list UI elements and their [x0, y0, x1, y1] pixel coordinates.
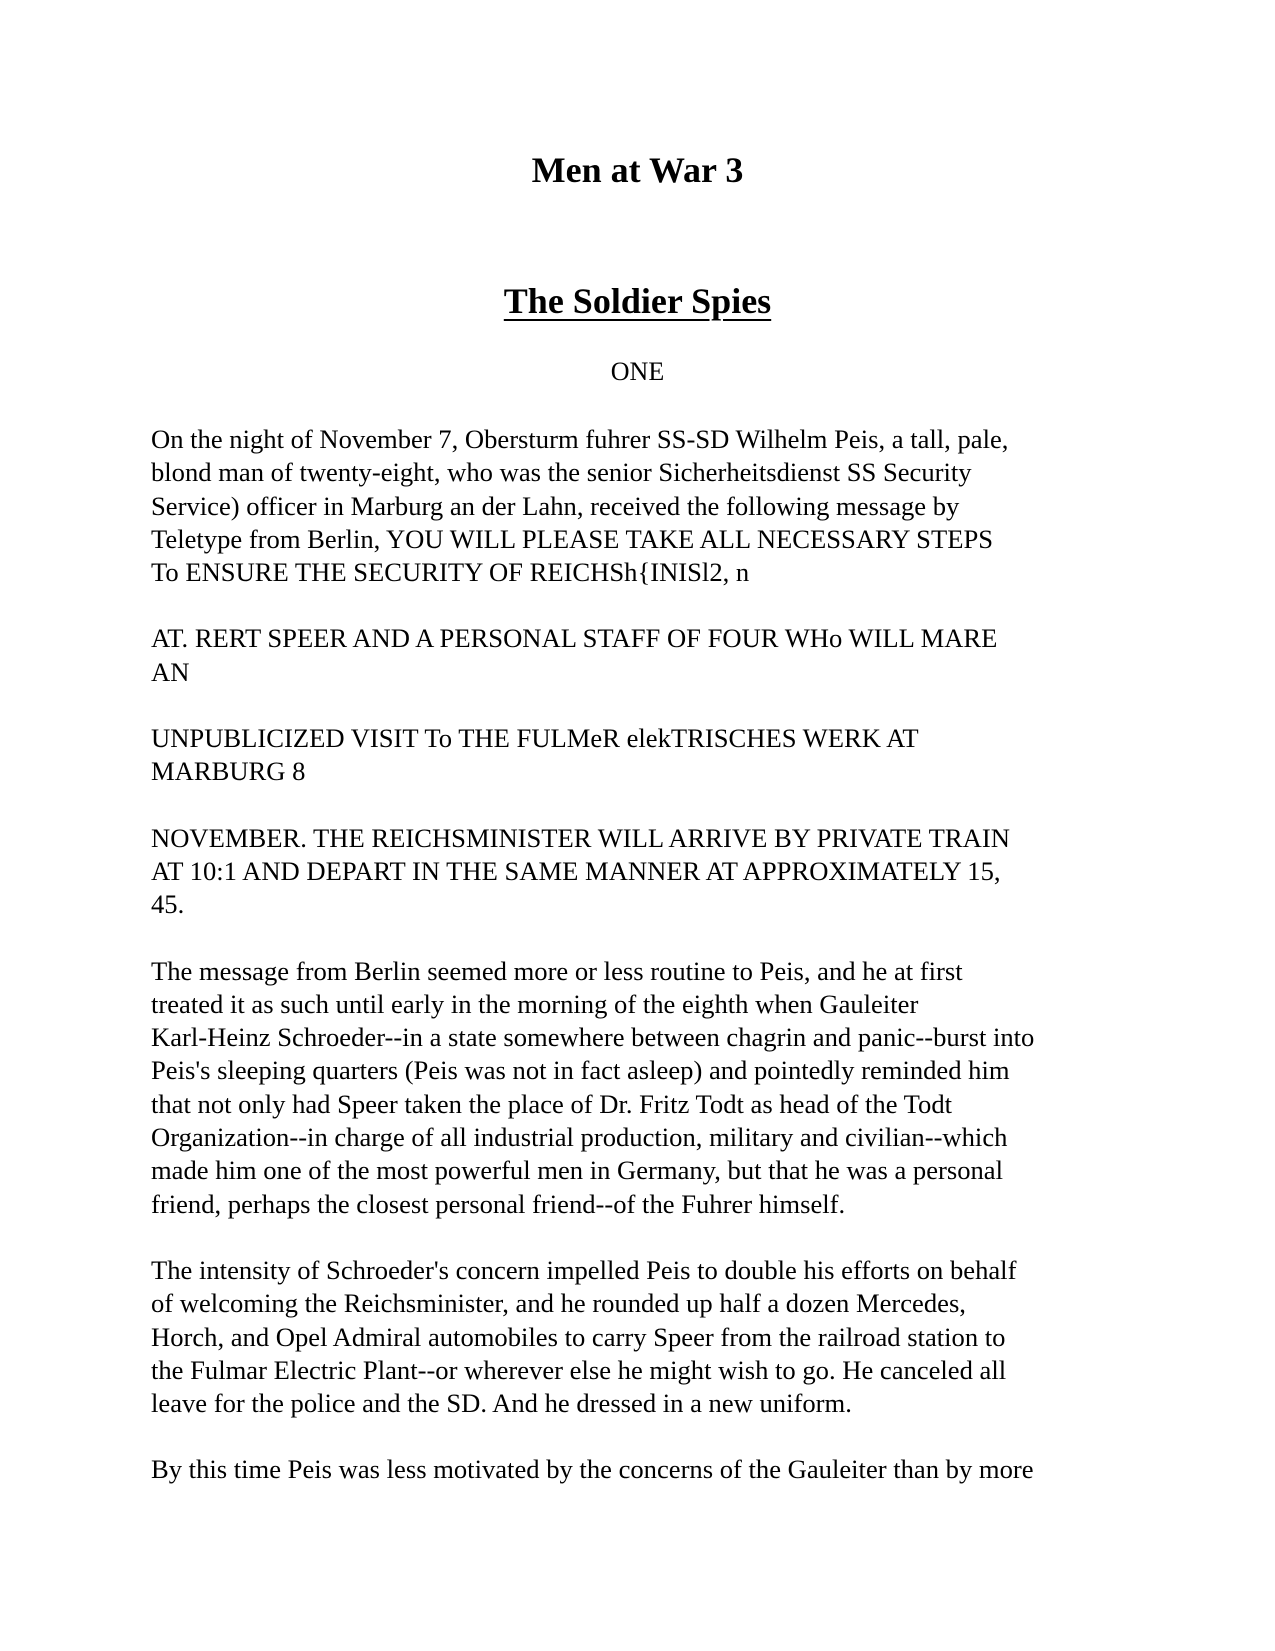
paragraph: [151, 722, 1131, 789]
text-line: The intensity of Schroeder's concern impelled Peis to double his efforts on behalf: [151, 1254, 1017, 1285]
text-line: The message from Berlin seemed more or less routine to Peis, and he at first: [151, 955, 963, 986]
book-title: Men at War 3: [531, 150, 744, 190]
text-line: By this time Peis was less motivated by the concerns of the Gauleiter than by more: [151, 1454, 1034, 1485]
text-line: 45.: [151, 889, 185, 920]
text-line: Service) officer in Marburg an der Lahn, received the following message by: [151, 490, 960, 521]
paragraph: [151, 423, 1131, 589]
text-line: Karl-Heinz Schroeder--in a state somewhere between chagrin and panic--burst into: [151, 1022, 1035, 1053]
text-line: To ENSURE THE SECURITY OF REICHSh{INISl2, n: [151, 557, 750, 588]
chapter-title: The Soldier Spies: [503, 281, 772, 321]
text-line: NOVEMBER. THE REICHSMINISTER WILL ARRIVE BY PRIVATE TRAIN: [151, 822, 1010, 853]
text-line: made him one of the most powerful men in Germany, but that he was a personal: [151, 1155, 1003, 1186]
text-line: On the night of November 7, Obersturm fuhrer SS-SD Wilhelm Peis, a tall, pale,: [151, 424, 1009, 454]
body-text: [151, 423, 1131, 1520]
paragraph: [151, 622, 1131, 689]
paragraph: [151, 955, 1131, 1221]
text-line: AT 10:1 AND DEPART IN THE SAME MANNER AT APPROXIMATELY 15,: [151, 855, 1001, 886]
paragraph: [151, 822, 1131, 922]
text-line: of welcoming the Reichsminister, and he rounded up half a dozen Mercedes,: [151, 1288, 966, 1319]
chapter-number: ONE: [610, 357, 665, 386]
text-line: AN: [151, 656, 190, 687]
text-line: Peis's sleeping quarters (Peis was not in fact asleep) and pointedly reminded him: [151, 1055, 1010, 1086]
text-line: Teletype from Berlin, YOU WILL PLEASE TAKE ALL NECESSARY STEPS: [151, 523, 994, 554]
text-line: AT. RERT SPEER AND A PERSONAL STAFF OF FOUR WHo WILL MARE: [151, 623, 998, 654]
text-line: treated it as such until early in the morning of the eighth when Gauleiter: [151, 988, 919, 1019]
paragraph: [151, 1453, 1131, 1486]
text-line: leave for the police and the SD. And he dressed in a new uniform.: [151, 1388, 852, 1419]
text-line: friend, perhaps the closest personal friend--of the Fuhrer himself.: [151, 1188, 846, 1219]
text-line: that not only had Speer taken the place of Dr. Fritz Todt as head of the Todt: [151, 1088, 953, 1119]
text-line: Organization--in charge of all industrial production, military and civilian--which: [151, 1122, 1008, 1153]
text-line: Horch, and Opel Admiral automobiles to carry Speer from the railroad station to: [151, 1321, 1006, 1352]
text-line: blond man of twenty-eight, who was the senior Sicherheitsdienst SS Security: [151, 457, 972, 488]
text-line: UNPUBLICIZED VISIT To THE FULMeR elekTRISCHES WERK AT: [151, 723, 919, 754]
paragraph: [151, 1254, 1131, 1420]
text-line: the Fulmar Electric Plant--or wherever else he might wish to go. He canceled all: [151, 1354, 1007, 1385]
text-line: MARBURG 8: [151, 756, 306, 787]
